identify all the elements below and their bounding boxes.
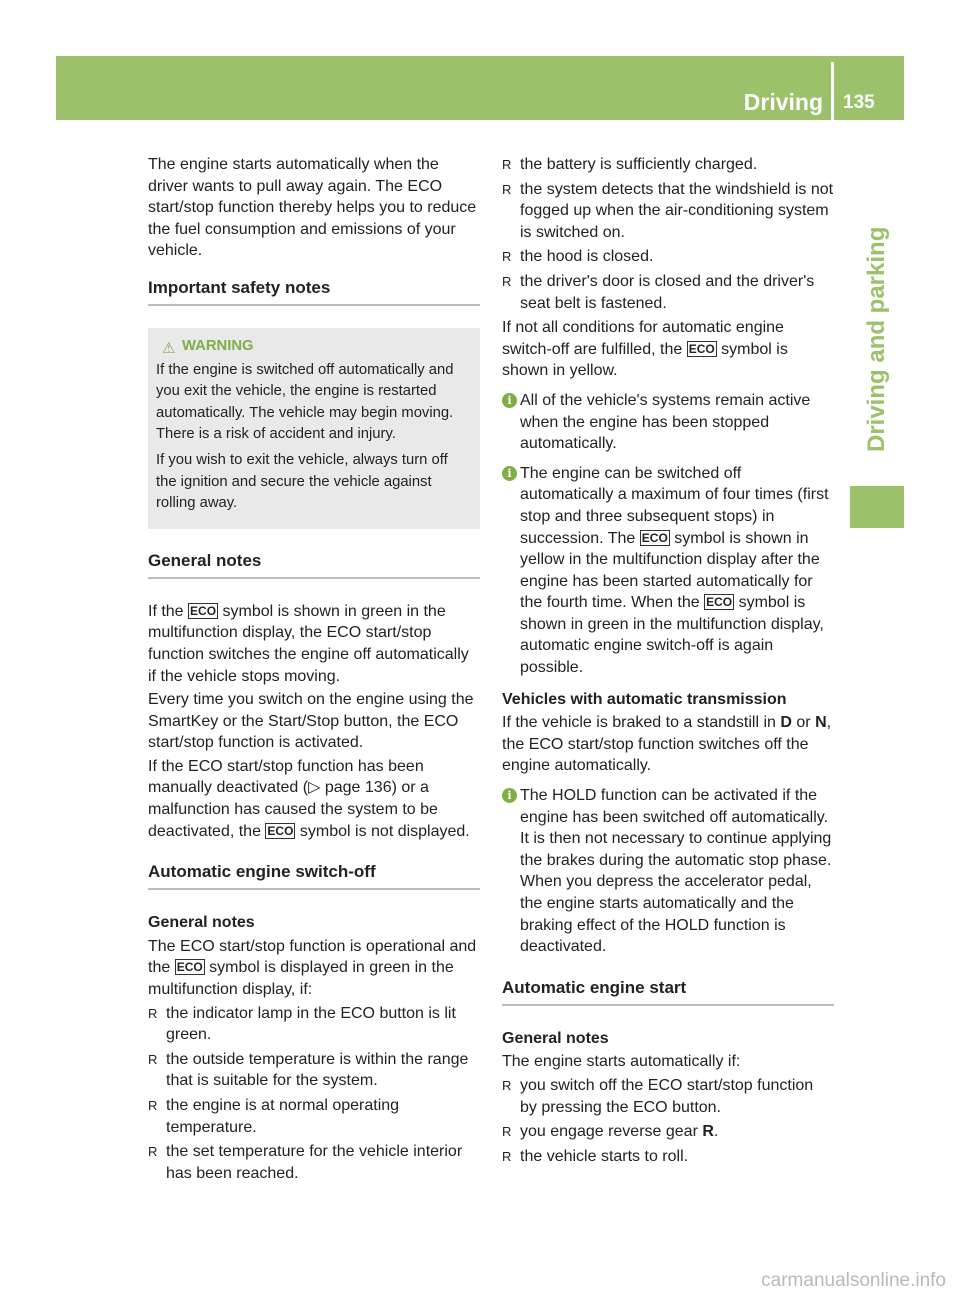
watermark: carmanualsonline.info (761, 1270, 946, 1291)
general-notes-heading: General notes (148, 549, 480, 579)
list-item: R the outside temperature is within the range that is suitable for the system. (148, 1049, 480, 1092)
conditions-list (148, 1003, 480, 1185)
info-icon: i (502, 393, 517, 408)
left-column (148, 154, 480, 1187)
text: If the vehicle is braked to a standstill in (502, 714, 776, 732)
eco-symbol-icon: ECO (176, 960, 203, 975)
general-paragraph-1 (148, 601, 480, 687)
warning-title-text: WARNING (182, 337, 254, 354)
auto-start-paragraph: The engine starts automatically if: (502, 1053, 741, 1071)
text: If the ECO start/stop function has been manually deactivated ( (148, 757, 424, 797)
info-text: symbol is shown in green in the multifunction display, automatic engine switch-off is again possible. (520, 594, 824, 677)
info-text: symbol is shown in yellow in the multifunction display after the engine has been started automatically for the fourth time. When the (520, 529, 820, 612)
text: The ECO start/stop function is operational and the (148, 937, 477, 977)
list-item: R the driver's door is closed and the driver's seat belt is fastened. (502, 271, 834, 314)
list-item: R the engine is at normal operating temperature. (148, 1095, 480, 1138)
eco-symbol-icon: ECO (641, 530, 668, 545)
page-ref-arrow-icon: ▷ (308, 779, 321, 797)
text: you engage reverse gear (520, 1123, 698, 1141)
general-paragraph-3 (148, 756, 480, 842)
list-item: R the indicator lamp in the ECO button is lit green. (148, 1003, 480, 1046)
text: symbol is not displayed. (299, 822, 470, 840)
warning-paragraph-2: If you wish to exit the vehicle, always turn off the ignition and secure the vehicle against rolling away. (156, 451, 448, 512)
list-item: R the battery is sufficiently charged. (502, 154, 834, 176)
list-item: R the system detects that the windshield is not fogged up when the air-conditioning system is switched on. (502, 179, 834, 244)
gear-d: D (780, 714, 792, 732)
auto-start-list (502, 1075, 834, 1167)
gear-r: R (702, 1123, 714, 1141)
text: or (796, 714, 811, 732)
info-icon: i (502, 788, 517, 803)
general-paragraph-2: Every time you switch on the engine using the SmartKey or the Start/Stop button, the ECO start/stop function is activated. (148, 691, 474, 752)
conditions-list-continued (502, 154, 834, 314)
warning-title (156, 336, 472, 358)
list-item (502, 1121, 834, 1143)
info-icon: i (502, 466, 517, 481)
auto-switch-off-heading: Automatic engine switch-off (148, 860, 480, 890)
gear-n: N (815, 714, 827, 732)
right-column (502, 154, 834, 1170)
text: symbol is displayed in green in the multifunction display, if: (148, 959, 454, 999)
safety-heading: Important safety notes (148, 276, 480, 306)
eco-symbol-icon: ECO (706, 595, 733, 610)
text: . (713, 1123, 719, 1141)
info-text: The engine can be switched off automatically a maximum of four times (first stop and three subsequent stops) in succession. The (520, 464, 829, 547)
list-item: R the hood is closed. (502, 246, 834, 268)
text: symbol is shown in yellow. (502, 340, 788, 380)
info-note-3 (502, 785, 834, 958)
side-tab-label: Driving and parking (863, 226, 890, 452)
eco-symbol-icon: ECO (688, 341, 715, 356)
text: page 136) or a malfunction has caused the system to be deactivated, the (148, 779, 438, 840)
list-item: R you switch off the ECO start/stop function by pressing the ECO button. (502, 1075, 834, 1118)
warning-triangle-icon: ⚠ (162, 339, 176, 357)
auto-start-subheading: General notes (502, 1029, 609, 1047)
header-separator (831, 62, 834, 120)
text: , the ECO start/stop function switches off the engine automatically. (502, 714, 832, 775)
text: If the (148, 602, 184, 620)
side-tab-marker (850, 486, 904, 528)
info-text: All of the vehicle's systems remain active when the engine has been stopped automatically. (520, 391, 811, 453)
warning-paragraph-1: If the engine is switched off automatically and you exit the vehicle, the engine is restarted automatically. The vehicle may begin moving. There is a risk of accident and injury. (156, 361, 454, 443)
auto-start-heading: Automatic engine start (502, 976, 834, 1006)
list-item: R the vehicle starts to roll. (502, 1146, 834, 1168)
section-title: Driving (743, 89, 823, 115)
page-number: 135 (843, 92, 875, 113)
info-text: The HOLD function can be activated if the engine has been switched off automatically. It is then not necessary to continue applying the brakes during the automatic stop phase. When you depress the accelerator pedal, the engine starts automatically and the braking effect of the HOLD function is deactivated. (520, 787, 832, 956)
info-note-1 (502, 390, 834, 455)
eco-symbol-icon: ECO (190, 603, 217, 618)
text: symbol is shown in green in the multifunction display, the ECO start/stop function switches the engine off automatically if the vehicle stops moving. (148, 602, 469, 685)
eco-symbol-icon: ECO (267, 823, 294, 838)
warning-box (148, 328, 480, 529)
list-item: R the set temperature for the vehicle interior has been reached. (148, 1141, 480, 1184)
auto-transmission-heading: Vehicles with automatic transmission (502, 690, 787, 708)
auto-switch-off-subheading: General notes (148, 914, 255, 932)
auto-transmission-paragraph (502, 712, 834, 777)
not-fulfilled-paragraph (502, 317, 834, 382)
text: If not all conditions for automatic engine switch-off are fulfilled, the (502, 319, 784, 358)
info-note-2 (502, 463, 834, 679)
auto-switch-off-paragraph (148, 936, 480, 1001)
intro-paragraph: The engine starts automatically when the driver wants to pull away again. The ECO start/stop function thereby helps you to reduce the fuel consumption and emissions of your vehicle. (148, 156, 477, 260)
